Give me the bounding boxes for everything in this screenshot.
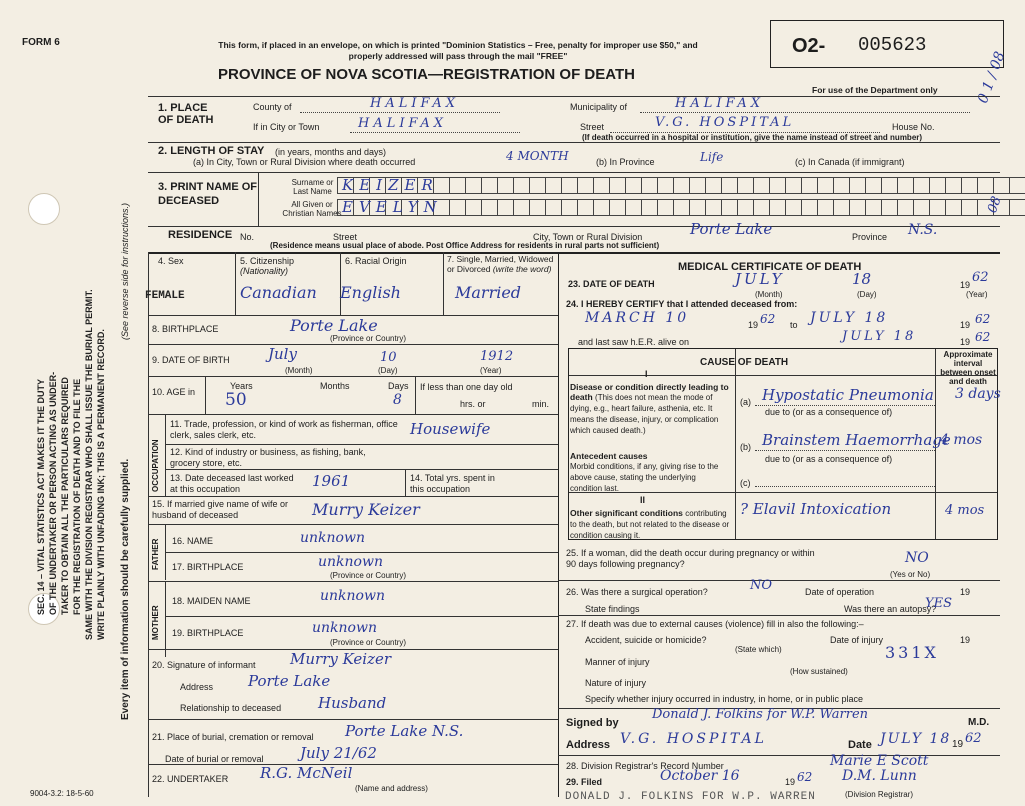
q23-label: 23. DATE OF DEATH	[568, 279, 655, 289]
death-month-label: (Month)	[755, 290, 783, 299]
municipality-label: Municipality of	[570, 102, 628, 112]
op-date-label: Date of operation	[805, 587, 875, 597]
q26-label: 26. Was there a surgical operation?	[566, 587, 708, 597]
city-label: If in City or Town	[253, 122, 320, 132]
age-label: 10. AGE in	[152, 387, 196, 397]
residence-province-value: N.S.	[908, 222, 938, 238]
residence-street-label: Street	[333, 232, 358, 242]
footer-code: 9004-3.2: 18-5-60	[30, 789, 94, 798]
residence-no-label: No.	[240, 232, 255, 242]
race-label: 6. Racial Origin	[345, 256, 407, 266]
mother-bp-label: 19. BIRTHPLACE	[172, 628, 244, 638]
attended-from-year: 62	[760, 312, 776, 326]
undertaker-sub: (Name and address)	[355, 784, 428, 793]
father-bp-value: unknown	[318, 554, 383, 570]
mother-bp-sub: (Province or Country)	[330, 638, 407, 647]
spouse-value: Murry Keizer	[312, 500, 420, 519]
signed-value: Donald J. Folkins for W.P. Warren	[652, 707, 869, 722]
cause-a-value: Hypostatic Pneumonia	[762, 386, 934, 404]
given-value: EVELYN	[342, 198, 443, 216]
surname-value: KEIZER	[342, 176, 439, 194]
attended-to-prefix: 19	[960, 320, 971, 330]
mail-notice: This form, if placed in an envelope, on which is printed "Dominion Statistics – Free, penalty for improper use $50," and properly addressed will pass through the mail "FREE"	[218, 40, 698, 61]
death-day-label: (Day)	[857, 290, 877, 299]
side-instruction-2: OF THE UNDERTAKER OR PERSON ACTING AS UNDER-	[48, 371, 58, 615]
citizenship-label: 5. Citizenship (Nationality)	[240, 256, 295, 276]
autopsy-value: YES	[925, 596, 952, 611]
dob-month-label: (Month)	[285, 366, 313, 375]
given-label: All Given or Christian Names	[282, 200, 342, 218]
cause-c-label: (c)	[740, 478, 751, 488]
side-instruction-6: WRITE PLAINLY WITH UNFADING INK; THIS IS A PERMANENT RECORD.	[96, 329, 106, 640]
father-side-label: FATHER	[151, 538, 160, 570]
attended-from: MARCH 10	[585, 310, 690, 326]
other-value: ? Elavil Intoxication	[740, 500, 892, 518]
county-label: County of	[253, 102, 292, 112]
occupation-side-label: OCCUPATION	[151, 439, 160, 492]
occupation-a13: 1961	[312, 472, 351, 490]
injury-year: 19	[960, 635, 971, 645]
burial-date-label: Date of burial or removal	[165, 754, 264, 764]
place-note: (If death occurred in a hospital or institution, give the name instead of street and number)	[582, 133, 923, 142]
marital-value: Married	[455, 283, 522, 302]
injury-date-label: Date of injury	[830, 635, 884, 645]
years-label: Years	[230, 381, 253, 391]
informant-addr-label: Address	[180, 682, 214, 692]
hrs-label: hrs. or	[460, 399, 486, 409]
sex-value: FEMALE	[145, 290, 185, 302]
undertaker-value: R.G. McNeil	[260, 764, 353, 782]
a26-value: NO	[750, 578, 773, 593]
residence-heading: RESIDENCE	[168, 229, 233, 241]
registration-prefix: O2-	[792, 35, 826, 57]
street-label: Street	[580, 122, 605, 132]
birthplace-value: Porte Lake	[290, 316, 378, 335]
name-heading: 3. PRINT NAME OF DECEASED	[158, 181, 258, 207]
sex-label: 4. Sex	[158, 256, 184, 266]
father-name-value: unknown	[300, 530, 365, 546]
days-label: Days	[388, 381, 409, 391]
date-year-prefix: 19	[952, 739, 964, 750]
due-to-b: due to (or as a consequence of)	[765, 454, 893, 464]
days-value: 8	[393, 392, 402, 408]
disease-label: Disease or condition directly leading to death (This does not mean the mode of dying, e.g., heart failure, asthenia, etc. It means the disease, injury, or complication which caused death.)	[570, 382, 729, 435]
due-to-a: due to (or as a consequence of)	[765, 407, 893, 417]
cause-heading: CAUSE OF DEATH	[700, 357, 789, 368]
state-which-label: (State which)	[735, 645, 782, 654]
street-value: V.G. HOSPITAL	[655, 115, 795, 130]
father-bp-sub: (Province or Country)	[330, 571, 407, 580]
q25-label: 25. If a woman, did the death occur during pregnancy or within 90 days following pregnancy?	[566, 548, 815, 569]
citizenship-value: Canadian	[240, 283, 317, 302]
years-value: 50	[225, 390, 247, 410]
surname-grid	[338, 177, 1025, 194]
attended-to-word: to	[790, 320, 798, 330]
dob-year: 1912	[480, 349, 514, 364]
side-instruction-7: Every item of information should be carefully supplied.	[120, 458, 131, 720]
surname-label: Surname or Last Name	[291, 178, 334, 196]
last-saw-label: and last saw h.E.R. alive on	[578, 337, 690, 347]
spouse-label: 15. If married give name of wife or husband of deceased	[152, 499, 289, 520]
address-label: Address	[566, 739, 611, 751]
dob-label: 9. DATE OF BIRTH	[152, 355, 230, 365]
registrar-label: (Division Registrar)	[845, 790, 914, 799]
occupation-q13: 13. Date deceased last worked at this occupation	[170, 473, 294, 494]
burial-place-value: Porte Lake N.S.	[345, 722, 464, 740]
stay-sub: (in years, months and days)	[275, 147, 387, 157]
residence-note: (Residence means usual place of abode. Post Office Address for residents in rural parts not sufficient)	[270, 241, 660, 250]
cause-a-interval: 3 days	[955, 386, 1001, 402]
informant-sig-value: Murry Keizer	[290, 650, 392, 668]
less-day-label: If less than one day old	[420, 382, 513, 392]
informant-addr-value: Porte Lake	[248, 672, 331, 690]
roman-one: I	[645, 369, 648, 379]
form-title: PROVINCE OF NOVA SCOTIA—REGISTRATION OF DEATH	[218, 66, 635, 83]
dept-use-label: For use of the Department only	[812, 85, 938, 95]
occupation-q14: 14. Total yrs. spent in this occupation	[410, 473, 495, 494]
specify-label: Specify whether injury occurred in industry, in home, or in public place	[585, 694, 863, 704]
filed-year-prefix: 19	[785, 777, 796, 787]
side-instruction-5: SAME WITH THE DIVISION REGISTRAR WHO SHALL ISSUE THE BURIAL PERMIT.	[84, 289, 94, 640]
manner-code: 331X	[885, 643, 939, 662]
stay-a-value: 4 MONTH	[506, 149, 569, 163]
cause-a-label: (a)	[740, 397, 751, 407]
a28-value: Marie E Scott	[830, 753, 929, 769]
min-label: min.	[532, 399, 550, 409]
occupation-q11: 11. Trade, profession, or kind of work as fisherman, office clerk, sales clerk, etc.	[170, 419, 398, 440]
birthplace-label: 8. BIRTHPLACE	[152, 324, 219, 334]
findings-label: State findings	[585, 604, 640, 614]
residence-province-label: Province	[852, 232, 888, 242]
dob-year-label: (Year)	[480, 366, 502, 375]
mother-maiden-value: unknown	[320, 588, 385, 604]
residence-code: 08	[985, 194, 1005, 216]
last-saw-prefix: 19	[960, 337, 971, 347]
occupation-a11: Housewife	[410, 420, 491, 438]
punch-hole-top	[28, 193, 60, 225]
dob-day-label: (Day)	[378, 366, 398, 375]
side-instruction-3: TAKER TO OBTAIN ALL THE PARTICULARS REQUIRED	[60, 377, 70, 615]
filed-year: 62	[797, 770, 813, 784]
op-year: 19	[960, 587, 971, 597]
city-value: HALIFAX	[358, 116, 448, 131]
place-heading: 1. PLACE OF DEATH	[158, 102, 214, 126]
death-day: 18	[852, 270, 872, 288]
attended-to-year: 62	[975, 312, 991, 326]
a25-value: NO	[905, 550, 929, 566]
birthplace-sub: (Province or Country)	[330, 334, 407, 343]
stay-b-value: Life	[700, 150, 724, 164]
marital-label: 7. Single, Married, Widowed or Divorced (write the word)	[447, 254, 554, 274]
registrar-signature: D.M. Lunn	[842, 768, 917, 784]
md-label: M.D.	[968, 717, 990, 728]
last-saw-year: 62	[975, 330, 991, 344]
dob-day: 10	[380, 350, 397, 365]
death-year-label: (Year)	[966, 290, 988, 299]
address-value: V.G. HOSPITAL	[620, 731, 767, 747]
side-instruction-4: FOR THE REGISTRATION OF DEATH AND TO FILE THE	[72, 378, 82, 615]
accident-label: Accident, suicide or homicide?	[585, 635, 707, 645]
q28-label: 28. Division Registrar's Record Number	[566, 761, 724, 771]
other-interval: 4 mos	[945, 503, 985, 518]
dept-codes: 0 1 / 08	[975, 49, 1009, 106]
q29-label: 29. Filed	[566, 777, 603, 787]
death-month: JULY	[735, 270, 785, 288]
dob-month: July	[268, 345, 297, 363]
date-year: 62	[965, 731, 982, 746]
signed-label: Signed by	[566, 717, 619, 729]
cause-b-interval: 4 mos	[940, 432, 983, 448]
antecedent-label: Antecedent causes Morbid conditions, if any, giving rise to the above cause, stating the underlying condition last.	[570, 451, 719, 493]
a29-value: October 16	[660, 768, 740, 784]
side-instruction-1: SEC. 14 – VITAL STATISTICS ACT MAKES IT THE DUTY	[36, 378, 46, 615]
burial-date-value: July 21/62	[300, 744, 377, 762]
registration-number: 005623	[858, 34, 927, 56]
father-bp-label: 17. BIRTHPLACE	[172, 562, 244, 572]
house-label: House No.	[892, 122, 935, 132]
q24-label: 24. I HEREBY CERTIFY that I attended deceased from:	[566, 299, 798, 309]
autopsy-label: Was there an autopsy?	[844, 604, 937, 614]
cause-b-label: (b)	[740, 442, 751, 452]
form-label: FORM 6	[22, 37, 60, 48]
nature-label: Nature of injury	[585, 678, 647, 688]
municipality-value: HALIFAX	[675, 96, 765, 111]
typed-bottom-name: DONALD J. FOLKINS FOR W.P. WARREN	[565, 791, 816, 803]
other-label: Other significant conditions contributing to the death, but not related to the disease or condition causing it.	[570, 508, 730, 540]
cause-b-value: Brainstem Haemorrhage	[762, 431, 951, 449]
roman-two: II	[640, 495, 646, 505]
attended-from-prefix: 19	[748, 320, 759, 330]
informant-sig-label: 20. Signature of informant	[152, 660, 256, 670]
mother-bp-value: unknown	[312, 620, 377, 636]
death-year-prefix: 19	[960, 280, 971, 290]
side-instruction-8: (See reverse side for instructions.)	[120, 202, 130, 340]
manner-label: Manner of injury	[585, 657, 650, 667]
months-label: Months	[320, 381, 350, 391]
father-name-label: 16. NAME	[172, 536, 214, 546]
medical-heading: MEDICAL CERTIFICATE OF DEATH	[678, 261, 862, 273]
county-value: HALIFAX	[370, 96, 460, 111]
occupation-q12: 12. Kind of industry or business, as fishing, bank, grocery store, etc.	[170, 447, 366, 468]
stay-heading: 2. LENGTH OF STAY	[158, 145, 265, 157]
attended-to: JULY 18	[810, 310, 889, 326]
mother-maiden-label: 18. MAIDEN NAME	[172, 596, 251, 606]
race-value: English	[340, 283, 401, 302]
interval-heading: Approximate interval between onset and death	[940, 350, 996, 386]
burial-place-label: 21. Place of burial, cremation or removal	[152, 732, 314, 742]
stay-b-label: (b) In Province	[596, 157, 655, 167]
undertaker-label: 22. UNDERTAKER	[152, 774, 229, 784]
date-value: JULY 18	[880, 731, 952, 747]
date-label: Date	[848, 739, 872, 751]
mother-side-label: MOTHER	[151, 605, 160, 640]
last-saw-value: JULY 18	[842, 329, 917, 344]
how-sustained-label: (How sustained)	[790, 667, 848, 676]
stay-a-label: (a) In City, Town or Rural Division where death occurred	[193, 157, 416, 167]
yes-no-label: (Yes or No)	[890, 570, 931, 579]
q27-label: 27. If death was due to external causes (violence) fill in also the following:–	[566, 619, 864, 629]
death-year: 62	[972, 270, 989, 285]
stay-c-label: (c) In Canada (if immigrant)	[795, 157, 905, 167]
residence-city-value: Porte Lake	[690, 220, 773, 238]
informant-rel-value: Husband	[318, 694, 387, 712]
residence-city-label: City, Town or Rural Division	[533, 232, 643, 242]
informant-rel-label: Relationship to deceased	[180, 703, 282, 713]
